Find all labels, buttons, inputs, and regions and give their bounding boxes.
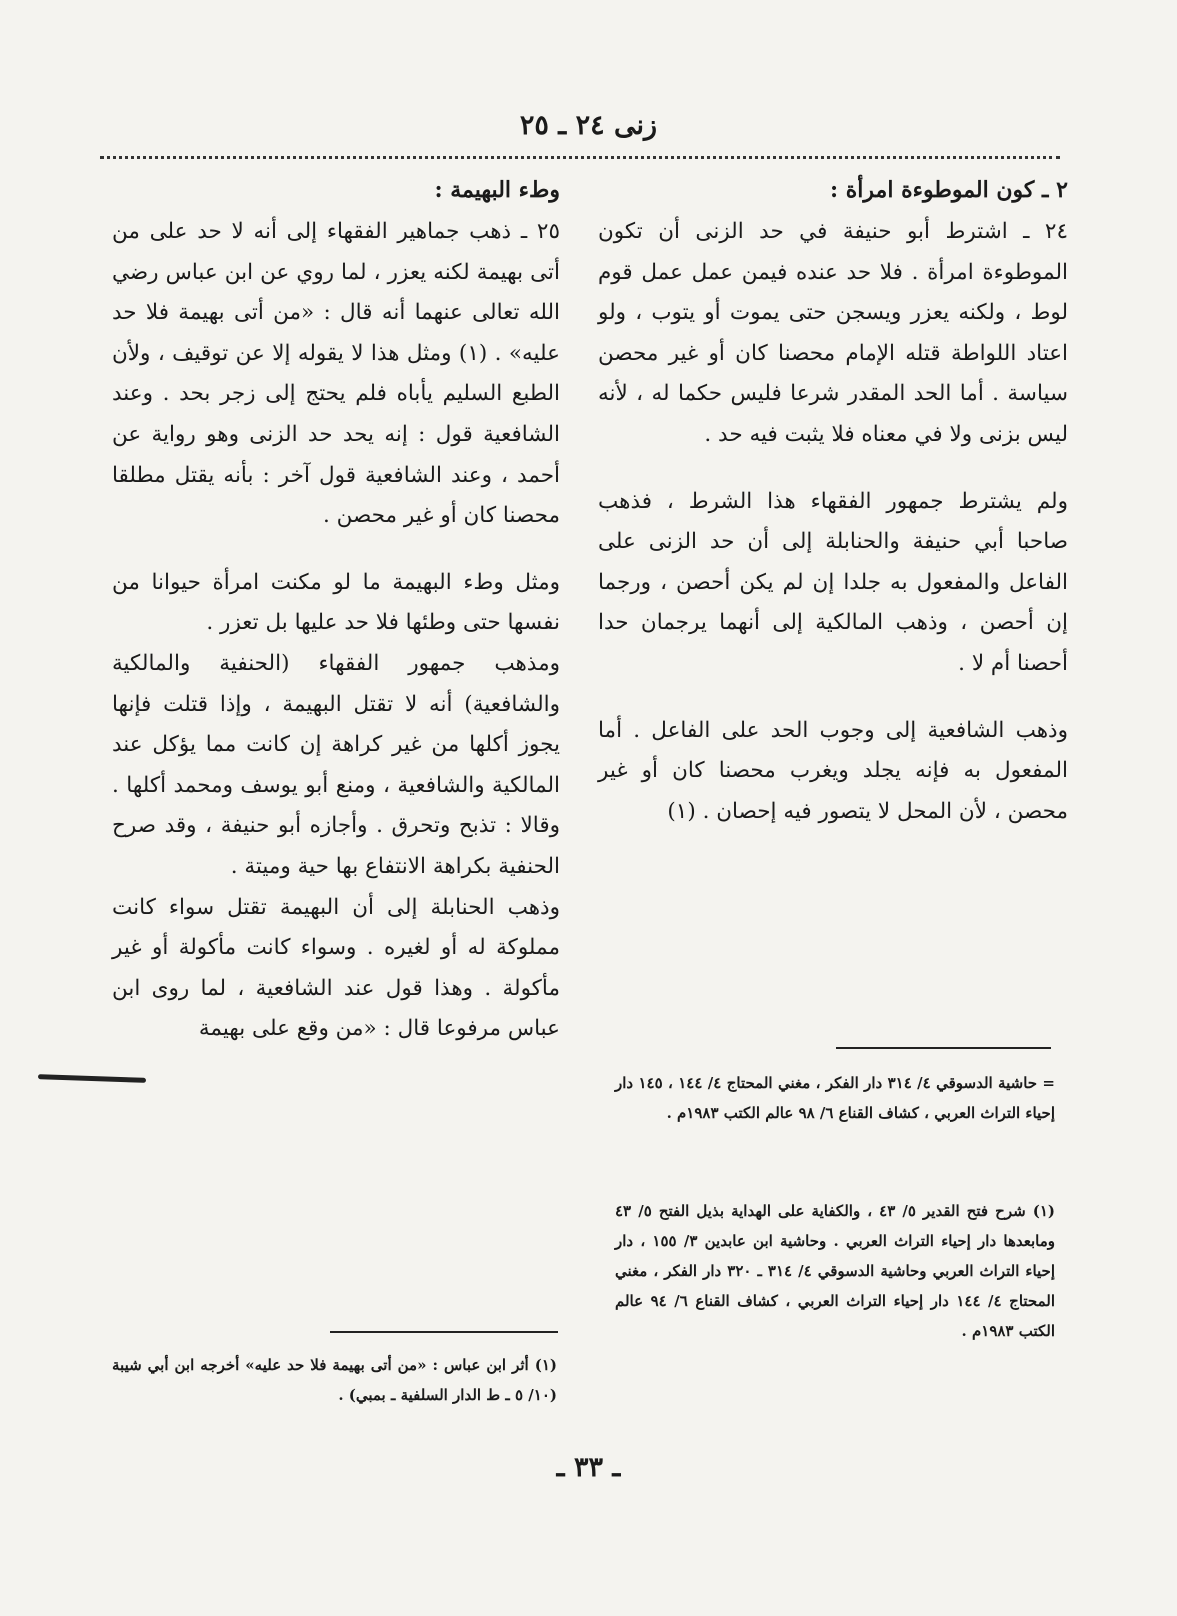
page-header-title: زنى ٢٤ ـ ٢٥ xyxy=(519,110,658,141)
paragraph-majority-killing: ومذهب جمهور الفقهاء (الحنفية والمالكية والشافعية) أنه لا تقتل البهيمة ، وإذا قتلت فإنها يجوز أكلها من غير كراهة إن كانت مما يؤكل عند المالكية والشافعية ، ومنع أبو يوسف ومحمد أكلها . وقالا : تذبح وتحرق . وأجازه أبو حنيفة ، وقد صرح الحنفية بكراهة الانتفاع بها حية وميتة . xyxy=(112,650,560,879)
header-dotted-rule xyxy=(100,156,1060,159)
paragraph-woman-animal: ومثل وطء البهيمة ما لو مكنت امرأة حيوانا من نفسها حتى وطئها فلا حد عليها بل تعزر . xyxy=(112,569,560,636)
scan-smudge-mark xyxy=(38,1074,146,1083)
footnote-1-right: (١) شرح فتح القدير ٥/ ٤٣ ، والكفاية على الهداية بذيل الفتح ٥/ ٤٣ ومابعدها دار إحياء التراث العربي . وحاشية ابن عابدين ٣/ ١٥٥ ، دار إحياء التراث العربي وحاشية الدسوقي ٤/ ٣١٤ ـ ٣٢٠ دار الفكر ، مغني المحتاج ٤/ ١٤٤ دار إحياء التراث العربي ، كشاف القناع ٦/ ٩٤ عالم الكتب ١٩٨٣م . xyxy=(615,1202,1056,1340)
section-heading-female: ٢ ـ كون الموطوءة امرأة : xyxy=(829,177,1068,203)
right-column xyxy=(598,172,1068,832)
paragraph-25: ٢٥ ـ ذهب جماهير الفقهاء إلى أنه لا حد على من أتى بهيمة لكنه يعزر ، لما روي عن ابن عباس رضي الله تعالى عنهما أنه قال : «من أتى بهيمة فلا حد عليه» . (١) ومثل هذا لا يقوله إلا عن توقيف ، ولأن الطبع السليم يأباه فلم يحتج إلى زجر بحد . وعند الشافعية قول : إنه يحد حد الزنى وهو رواية عن أحمد ، وعند الشافعية قول آخر : بأنه يقتل مطلقا محصنا كان أو غير محصن . xyxy=(112,219,560,529)
footnote-continuation: = حاشية الدسوقي ٤/ ٣١٤ دار الفكر ، مغني المحتاج ٤/ ١٤٤ ، ١٤٥ دار إحياء التراث العربي ، كشاف القناع ٦/ ٩٨ عالم الكتب ١٩٨٣م . xyxy=(615,1074,1055,1122)
paragraph-majority-view: ولم يشترط جمهور الفقهاء هذا الشرط ، فذهب صاحبا أبي حنيفة والحنابلة إلى أن حد الزنى على الفاعل والمفعول به جلدا إن لم يكن أحصن ، ورجما إن أحصن ، وذهب المالكية إلى أنهما يرجمان حدا أحصنا أم لا . xyxy=(598,488,1068,676)
paragraph-24: ٢٤ ـ اشترط أبو حنيفة في حد الزنى أن تكون الموطوءة امرأة . فلا حد عنده فيمن عمل عمل قوم لوط ، ولكنه يعزر ويسجن حتى يموت أو يتوب ، ولو اعتاد اللواطة قتله الإمام محصنا كان أو غير محصن سياسة . أما الحد المقدر شرعا فليس حكما له ، لأنه ليس بزنى ولا في معناه فلا يثبت فيه حد . xyxy=(598,219,1068,447)
footnote-rule-right xyxy=(836,1047,1051,1049)
section-heading-bestiality: وطء البهيمة : xyxy=(434,177,560,203)
footnote-1-left: (١) أثر ابن عباس : «من أتى بهيمة فلا حد عليه» أخرجه ابن أبي شيبة (١٠/ ٥ ـ ط الدار السلفية ـ بمبي) . xyxy=(112,1356,557,1404)
page-number: ـ ٣٣ ـ xyxy=(556,1452,621,1483)
left-column xyxy=(112,172,560,1050)
footnote-rule-left xyxy=(330,1331,558,1333)
paragraph-hanbali-view: وذهب الحنابلة إلى أن البهيمة تقتل سواء كانت مملوكة له أو لغيره . وسواء كانت مأكولة أو غير مأكولة . وهذا قول عند الشافعية ، لما روى ابن عباس مرفوعا قال : «من وقع على بهيمة xyxy=(112,894,560,1042)
paragraph-shafii-view: وذهب الشافعية إلى وجوب الحد على الفاعل . أما المفعول به فإنه يجلد ويغرب محصنا كان أو غير محصن ، لأن المحل لا يتصور فيه إحصان . (١) xyxy=(598,717,1068,824)
